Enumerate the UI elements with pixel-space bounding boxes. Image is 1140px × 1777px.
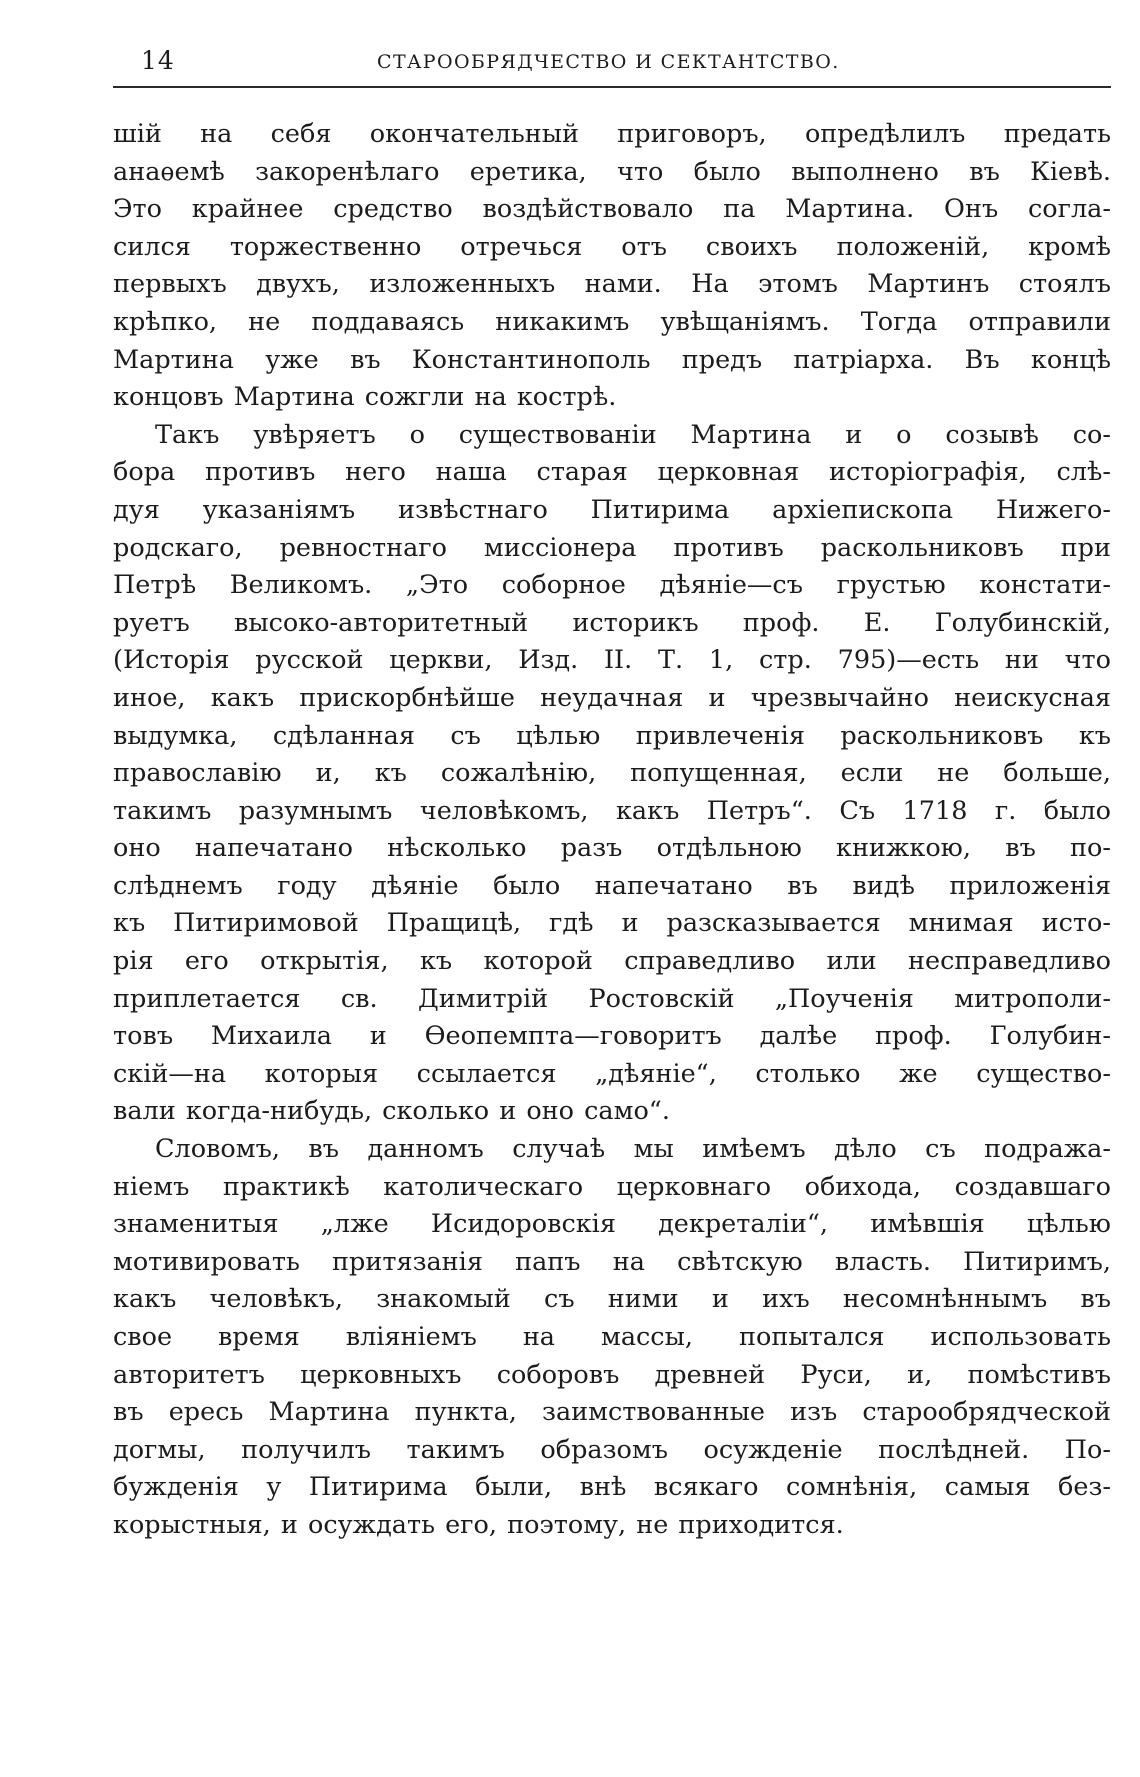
text-line: въ ересь Мартина пункта, заимствованные изъ старообрядческой [113, 1397, 1111, 1428]
text-line: знаменитыя „лже Исидоровскія декреталіи“, имѣвшія цѣлью [113, 1209, 1111, 1240]
text-line: сился торжественно отречься отъ своихъ положеній, кромѣ [113, 231, 1111, 262]
text-line: приплетается св. Димитрій Ростовскій „Поученія митрополи- [113, 983, 1111, 1014]
text-line: товъ Михаила и Ѳеопемпта—говоритъ далѣе проф. Голубин- [113, 1021, 1111, 1052]
text-line: родскаго, ревностнаго миссіонера противъ раскольниковъ при [113, 532, 1111, 563]
body-text [113, 116, 1111, 1545]
text-line: оно напечатано нѣсколько разъ отдѣльною книжкою, въ по- [113, 833, 1111, 864]
text-line: ніемъ практикѣ католическаго церковнаго обихода, создавшаго [113, 1171, 1111, 1202]
text-line: крѣпко, не поддаваясь никакимъ увѣщаніямъ. Тогда отправили [113, 306, 1111, 337]
text-line: Это крайнее средство воздѣйствовало па Мартина. Онъ согла- [113, 194, 1111, 225]
text-line: бора противъ него наша старая церковная исторіографія, слѣ- [113, 457, 1111, 488]
header-rule [113, 86, 1111, 88]
text-line: корыстныя, и осуждать его, поэтому, не приходится. [113, 1509, 844, 1540]
text-line: Словомъ, въ данномъ случаѣ мы имѣемъ дѣло съ подража- [155, 1134, 1111, 1165]
text-line: бужденія у Питирима были, внѣ всякаго сомнѣнія, самыя без- [113, 1472, 1111, 1503]
text-line: скій—на которыя ссылается „дѣяніе“, столько же существо- [113, 1058, 1111, 1089]
text-line: (Исторія русской церкви, Изд. II. Т. 1, стр. 795)—есть ни что [113, 645, 1111, 676]
text-line: мотивировать притязанія папъ на свѣтскую власть. Питиримъ, [113, 1246, 1111, 1277]
text-line: Мартина уже въ Константинополь предъ патріарха. Въ концѣ [113, 344, 1111, 375]
text-line: выдумка, сдѣланная съ цѣлью привлеченія раскольниковъ къ [113, 720, 1111, 751]
text-line: авторитетъ церковныхъ соборовъ древней Руси, и, помѣстивъ [113, 1359, 1111, 1390]
text-line: такимъ разумнымъ человѣкомъ, какъ Петръ“. Съ 1718 г. было [113, 795, 1111, 826]
text-line: рія его открытія, къ которой справедливо или несправедливо [113, 946, 1111, 977]
text-line: анаѳемѣ закоренѣлаго еретика, что было выполнено въ Кіевѣ. [113, 156, 1111, 187]
text-line: какъ человѣкъ, знакомый съ ними и ихъ несомнѣннымъ въ [113, 1284, 1111, 1315]
text-line: иное, какъ прискорбнѣйше неудачная и чрезвычайно неискусная [113, 682, 1111, 713]
text-line: догмы, получилъ такимъ образомъ осужденіе послѣдней. По- [113, 1434, 1111, 1465]
text-line: слѣднемъ году дѣяніе было напечатано въ видѣ приложенія [113, 870, 1111, 901]
text-line: православію и, къ сожалѣнію, попущенная, если не больше, [113, 758, 1111, 789]
text-line: Петрѣ Великомъ. „Это соборное дѣяніе—съ грустью констати- [113, 570, 1111, 601]
text-line: первыхъ двухъ, изложенныхъ нами. На этомъ Мартинъ стоялъ [113, 269, 1111, 300]
running-head [113, 44, 1111, 80]
text-line: дуя указаніямъ извѣстнаго Питирима архіепископа Нижего- [113, 494, 1111, 525]
text-line: свое время вліяніемъ на массы, попытался использовать [113, 1322, 1111, 1352]
text-line: шій на себя окончательный приговоръ, опредѣлилъ предать [113, 119, 1111, 149]
page-number: 14 [141, 46, 175, 75]
text-line: концовъ Мартина сожгли на кострѣ. [113, 382, 617, 413]
text-line: Такъ увѣряетъ о существованіи Мартина и о созывѣ со- [155, 419, 1111, 450]
running-title: СТАРООБРЯДЧЕСТВО И СЕКТАНТСТВО. [377, 51, 840, 73]
text-line: руетъ высоко-авторитетный историкъ проф. Е. Голубинскій, [113, 607, 1111, 638]
text-line: вали когда-нибудь, сколько и оно само“. [113, 1096, 670, 1127]
text-line: къ Питиримовой Пращицѣ, гдѣ и разсказывается мнимая исто- [113, 908, 1111, 939]
